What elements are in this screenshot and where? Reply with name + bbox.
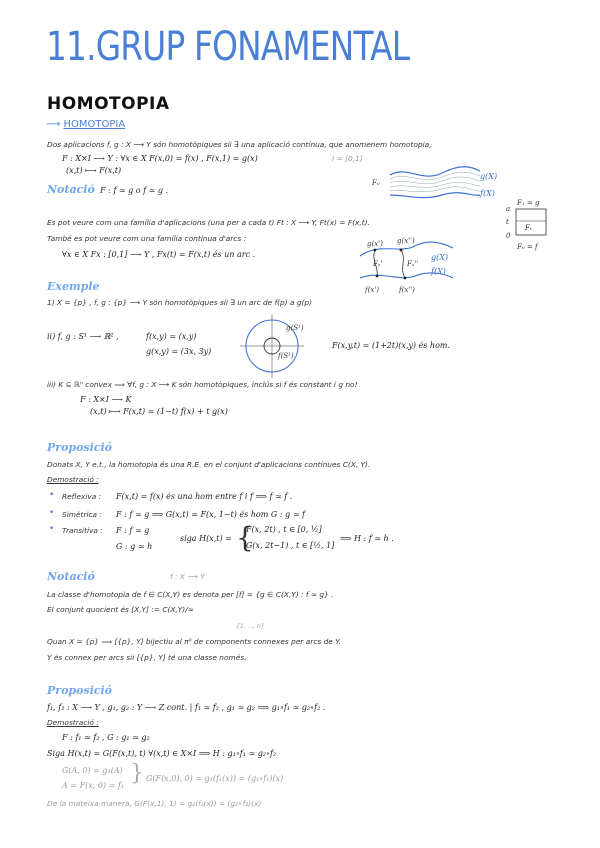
proposition-heading-2: Proposició	[47, 684, 113, 697]
diag3-fx2-label: f(x'')	[399, 286, 415, 294]
subsection-heading: ⟶ HOMOTOPIA	[46, 119, 126, 130]
proposition-heading-1: Proposició	[47, 441, 113, 454]
proof-2-line-3: G(A, 0) = g₁(A)	[62, 766, 123, 775]
definition-interval-note: I = [0,1]	[332, 154, 363, 163]
family-line-3: ∀x ∈ X Fx : [0,1] ⟶ Y , Fx(t) = F(x,t) és un arc .	[62, 250, 256, 259]
notation-heading-1: Notació	[47, 183, 95, 196]
family-line-2: També es pot veure com una família contínua d'arcs :	[47, 234, 247, 243]
diag2-ft-label: Fₜ	[525, 224, 532, 232]
example-3-formula: (x,t) ⟼ F(x,t) = (1−t) f(x) + t g(x)	[90, 407, 228, 416]
brace-icon: {	[236, 521, 254, 554]
notation-body-1: F : f ≃ g o f ≃ g .	[100, 186, 169, 195]
bullet-icon: •	[49, 490, 55, 500]
diag3-fX-label: f(X)	[431, 267, 446, 276]
arc-family-diagram	[355, 236, 465, 294]
diag2-t-label: t	[506, 218, 509, 226]
example-3-map: F : X×I ⟶ K	[80, 395, 132, 404]
diag2-b-label: 0	[506, 232, 511, 240]
diag1-fx-label: f(X)	[480, 189, 495, 198]
notation-2-note: f : X ⟶ Y	[170, 572, 205, 581]
diag1-gx-label: g(X)	[480, 172, 498, 181]
notation-2-small-note: {1, ..., n}	[236, 623, 265, 630]
example-2-homotopy: F(x,y,t) = (1+2t)(x,y) és hom.	[332, 341, 451, 350]
circle-homotopy-diagram	[240, 314, 306, 380]
example-2-f: f(x,y) = (x,y)	[146, 332, 197, 341]
diag2-f1-label: F₁ = g	[517, 199, 540, 207]
notation-2-connected: Y és connex per arcs sii [{p}, Y] té una classe només.	[47, 653, 247, 662]
transitive-f: F : f ≃ g	[116, 526, 150, 535]
diag3-gx2-label: g(x'')	[397, 237, 415, 245]
bullet-icon: •	[49, 524, 55, 534]
diag3-Fx-label: Fₓ'	[373, 260, 383, 268]
transitive-label: Transitiva :	[62, 526, 103, 535]
transitive-case-2: G(x, 2t−1) , t ∈ [½, 1]	[246, 541, 335, 550]
notation-2-class: La classe d'homotopia de f ∈ C(X,Y) es denota per [f] = {g ∈ C(X,Y) : f ≃ g} .	[47, 590, 334, 599]
arrow-right-icon: ⟶	[46, 119, 61, 130]
definition-line-3: (x,t) ⟼ F(x,t)	[66, 166, 122, 175]
transitive-case-1: F(x, 2t) , t ∈ [0, ½]	[246, 525, 322, 534]
proof-2-line-1: F : f₁ ≃ f₂ , G : g₁ ≃ g₂	[62, 733, 150, 742]
brace-icon: }	[130, 761, 144, 786]
symmetric-label: Simètrica :	[62, 510, 102, 519]
reflexive-text: F(x,t) = f(x) és una hom entre f i f ⟹ f ≃ f .	[116, 492, 293, 501]
example-1: 1) X = {p} , f, g : {p} ⟶ Y són homotòpiques sii ∃ un arc de f(p) a g(p)	[47, 298, 313, 307]
transitive-conclusion: ⟹ H : f ≃ h .	[340, 534, 394, 543]
proof-2-line-6: De la mateixa manera, G(F(x,1), 1) = g₂(f₂(x)) = (g₂∘f₂)(x)	[47, 799, 262, 808]
example-3: iii) K ⊆ ℝⁿ convex ⟹ ∀f, g : X ⟶ K són homotòpiques, inclús si f és constant i g no!	[47, 380, 358, 389]
proposition-1: Donats X, Y e.t., la homotopia és una R.E. en el conjunt d'aplicacions contínues C(X, Y).	[47, 460, 371, 469]
notation-2-quotient: El conjunt quocient és [X,Y] := C(X,Y)/≃	[47, 605, 194, 614]
example-2-g: g(x,y) = (3x, 3y)	[146, 347, 212, 356]
diag3-fx-label: f(x')	[365, 286, 379, 294]
diag3-gx-label: g(x')	[367, 240, 383, 248]
proposition-2: f₁, f₂ : X ⟶ Y , g₁, g₂ : Y ⟶ Z cont. | f₁ ≃ f₂ , g₁ ≃ g₂ ⟹ g₁∘f₁ ≃ g₂∘f₂ .	[47, 703, 326, 712]
family-line-1: Es pot veure com una família d'aplicacions (una per a cada t) Ft : X ⟶ Y, Ft(x) = F(x,t).	[47, 218, 370, 227]
transitive-g: G : g ≃ h	[116, 542, 153, 551]
notation-2-point: Quan X = {p} ⟹ [{p}, Y] bijectiu al π⁰ de components connexes per arcs de Y.	[47, 637, 342, 646]
proof-heading-1: Demostració :	[47, 475, 99, 484]
proof-heading-2: Demostració :	[47, 718, 99, 727]
diag2-a-label: a	[506, 205, 511, 213]
diag2-f0-label: F₀ = f	[517, 243, 538, 251]
diag3-gX-label: g(X)	[431, 253, 449, 262]
proof-2-line-5: G(F(x,0), 0) = g₁(f₁(x)) = (g₁∘f₁)(x)	[146, 774, 284, 783]
page-title: 11.GRUP FONAMENTAL	[46, 24, 410, 70]
diag3-Fx2-label: Fₓ''	[407, 260, 419, 268]
notation-heading-2: Notació	[47, 570, 95, 583]
example-heading: Exemple	[47, 280, 100, 293]
section-heading: HOMOTOPIA	[47, 94, 170, 114]
reflexive-label: Reflexiva :	[62, 492, 102, 501]
diag1-f0-label: F₀	[372, 179, 380, 187]
definition-line-1: Dos aplicacions f, g : X ⟶ Y són homotòpiques sii ∃ una aplicació contínua, que anomenem homotopia,	[47, 140, 432, 149]
proof-2-line-2: Siga H(x,t) = G(F(x,t), t) ∀(x,t) ∈ X×I ⟹ H : g₁∘f₁ ≃ g₂∘f₂	[47, 749, 277, 758]
diag4-gs-label: g(S¹)	[286, 324, 304, 332]
example-2-map: ii) f, g : S¹ ⟶ ℝ² ,	[47, 332, 119, 341]
proof-2-line-4: A = F(x, 0) = f₁	[62, 781, 125, 790]
transitive-siga: siga H(x,t) =	[180, 534, 232, 543]
bullet-icon: •	[49, 508, 55, 518]
diag4-fs-label: f(S¹)	[278, 352, 294, 360]
symmetric-text: F : f ≃ g ⟹ G(x,t) = F(x, 1−t) és hom G : g ≃ f	[116, 510, 305, 519]
homotopy-wave-diagram	[372, 165, 504, 210]
homotopy-square-diagram	[503, 197, 558, 257]
definition-line-2: F : X×I ⟶ Y : ∀x ∈ X F(x,0) = f(x) , F(x,1) = g(x)	[62, 154, 258, 163]
